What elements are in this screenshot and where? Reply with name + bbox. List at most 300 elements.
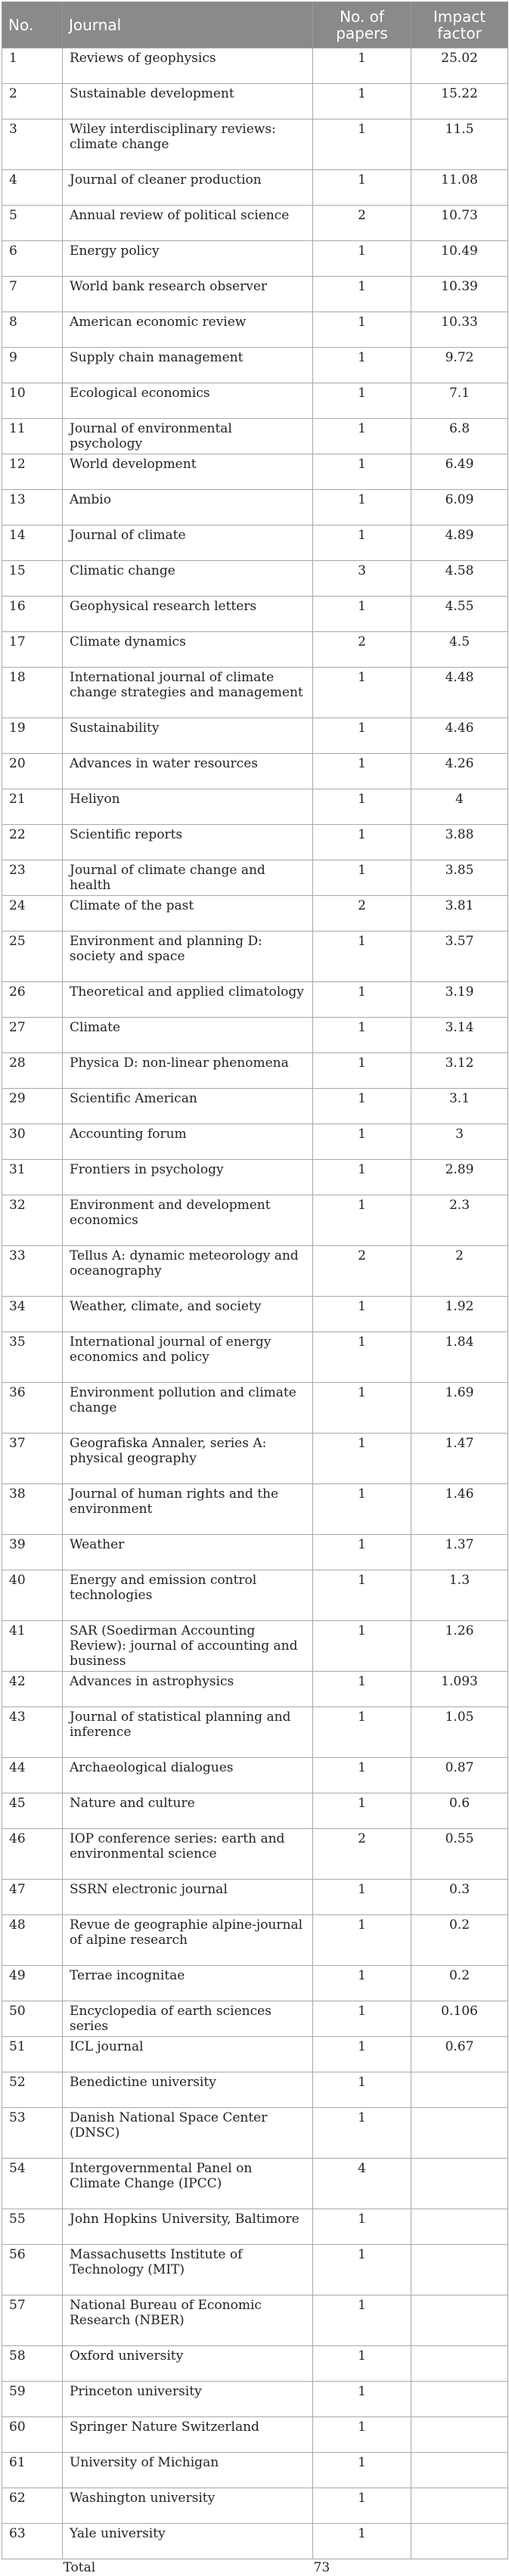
papers-count-cell: 1 xyxy=(313,789,411,825)
journal-name-cell: University of Michigan xyxy=(63,2453,313,2488)
papers-count-cell: 1 xyxy=(313,1053,411,1089)
table-row xyxy=(2,490,508,525)
journal-name-cell: World development xyxy=(63,454,313,490)
table-row xyxy=(2,2245,508,2295)
impact-factor-cell xyxy=(411,2346,508,2382)
row-number-cell: 7 xyxy=(2,277,63,312)
impact-factor-cell: 10.33 xyxy=(411,312,508,348)
journal-name-cell: Journal of cleaner production xyxy=(63,170,313,206)
table-row xyxy=(2,1332,508,1383)
table-row xyxy=(2,982,508,1018)
row-number-cell: 10 xyxy=(2,383,63,419)
journal-name-cell: Yale university xyxy=(63,2524,313,2559)
journal-name-cell: Energy and emission control technologies xyxy=(63,1570,313,1621)
journal-name-cell: Sustainability xyxy=(63,718,313,754)
journal-name-cell: Wiley interdisciplinary reviews: climate change xyxy=(63,119,313,170)
header-impact-factor: Impact factor xyxy=(411,2,508,48)
papers-count-cell: 2 xyxy=(313,1246,411,1297)
papers-count-cell: 1 xyxy=(313,383,411,419)
journal-name-cell: Oxford university xyxy=(63,2346,313,2382)
row-number-cell: 33 xyxy=(2,1246,63,1297)
total-papers: 73 xyxy=(313,2559,411,2576)
table-row xyxy=(2,1621,508,1672)
total-no-cell xyxy=(2,2559,63,2576)
papers-count-cell: 1 xyxy=(313,1195,411,1246)
table-row xyxy=(2,2346,508,2382)
impact-factor-cell xyxy=(411,2453,508,2488)
impact-factor-cell: 4.89 xyxy=(411,525,508,561)
row-number-cell: 29 xyxy=(2,1089,63,1124)
row-number-cell: 28 xyxy=(2,1053,63,1089)
row-number-cell: 37 xyxy=(2,1434,63,1484)
journal-name-cell: Tellus A: dynamic meteorology and oceanography xyxy=(63,1246,313,1297)
impact-factor-cell: 0.67 xyxy=(411,2037,508,2072)
journal-name-cell: Climate dynamics xyxy=(63,632,313,668)
impact-factor-cell: 1.69 xyxy=(411,1383,508,1434)
row-number-cell: 9 xyxy=(2,348,63,383)
table-row xyxy=(2,1053,508,1089)
journal-name-cell: Theoretical and applied climatology xyxy=(63,982,313,1018)
impact-factor-cell xyxy=(411,2295,508,2346)
impact-factor-cell: 4.48 xyxy=(411,668,508,718)
table-row xyxy=(2,383,508,419)
row-number-cell: 27 xyxy=(2,1018,63,1053)
impact-factor-cell: 4.58 xyxy=(411,561,508,597)
table-row xyxy=(2,1758,508,1793)
table-body xyxy=(2,48,508,2559)
row-number-cell: 3 xyxy=(2,119,63,170)
row-number-cell: 18 xyxy=(2,668,63,718)
papers-count-cell: 1 xyxy=(313,2245,411,2295)
papers-count-cell: 1 xyxy=(313,1915,411,1966)
journal-name-cell: International journal of climate change strategies and management xyxy=(63,668,313,718)
journal-name-cell: Princeton university xyxy=(63,2382,313,2417)
table-row xyxy=(2,1672,508,1707)
journal-name-cell: Journal of climate xyxy=(63,525,313,561)
row-number-cell: 38 xyxy=(2,1484,63,1535)
row-number-cell: 4 xyxy=(2,170,63,206)
impact-factor-cell xyxy=(411,2209,508,2245)
impact-factor-cell: 2 xyxy=(411,1246,508,1297)
papers-count-cell: 1 xyxy=(313,1880,411,1915)
papers-count-cell: 3 xyxy=(313,561,411,597)
papers-count-cell: 1 xyxy=(313,2295,411,2346)
papers-count-cell: 1 xyxy=(313,1570,411,1621)
impact-factor-cell: 3.88 xyxy=(411,825,508,860)
impact-factor-cell: 3.57 xyxy=(411,932,508,982)
journal-name-cell: Scientific reports xyxy=(63,825,313,860)
journal-table xyxy=(2,2,508,2576)
impact-factor-cell xyxy=(411,2245,508,2295)
header-papers: No. of papers xyxy=(313,2,411,48)
table-row xyxy=(2,170,508,206)
papers-count-cell: 1 xyxy=(313,2037,411,2072)
row-number-cell: 23 xyxy=(2,860,63,896)
impact-factor-cell: 7.1 xyxy=(411,383,508,419)
journal-name-cell: Scientific American xyxy=(63,1089,313,1124)
table-row xyxy=(2,932,508,982)
impact-factor-cell: 11.5 xyxy=(411,119,508,170)
row-number-cell: 62 xyxy=(2,2488,63,2524)
papers-count-cell: 1 xyxy=(313,1672,411,1707)
table-row xyxy=(2,419,508,454)
impact-factor-cell: 3.85 xyxy=(411,860,508,896)
row-number-cell: 63 xyxy=(2,2524,63,2559)
journal-name-cell: Springer Nature Switzerland xyxy=(63,2417,313,2453)
table-row xyxy=(2,1195,508,1246)
papers-count-cell: 1 xyxy=(313,1707,411,1758)
papers-count-cell: 1 xyxy=(313,2453,411,2488)
row-number-cell: 48 xyxy=(2,1915,63,1966)
table-row xyxy=(2,2417,508,2453)
row-number-cell: 31 xyxy=(2,1160,63,1195)
table-row xyxy=(2,2453,508,2488)
row-number-cell: 32 xyxy=(2,1195,63,1246)
impact-factor-cell: 1.46 xyxy=(411,1484,508,1535)
table-row xyxy=(2,84,508,119)
impact-factor-cell: 0.106 xyxy=(411,2001,508,2037)
papers-count-cell: 1 xyxy=(313,718,411,754)
row-number-cell: 2 xyxy=(2,84,63,119)
impact-factor-cell xyxy=(411,2072,508,2108)
papers-count-cell: 1 xyxy=(313,454,411,490)
papers-count-cell: 1 xyxy=(313,932,411,982)
journal-name-cell: Reviews of geophysics xyxy=(63,48,313,84)
impact-factor-cell: 1.26 xyxy=(411,1621,508,1672)
journal-name-cell: Ecological economics xyxy=(63,383,313,419)
journal-name-cell: Massachusetts Institute of Technology (MIT) xyxy=(63,2245,313,2295)
journal-name-cell: Heliyon xyxy=(63,789,313,825)
table-row xyxy=(2,2037,508,2072)
row-number-cell: 11 xyxy=(2,419,63,454)
row-number-cell: 20 xyxy=(2,754,63,789)
papers-count-cell: 1 xyxy=(313,2108,411,2159)
table-row xyxy=(2,2524,508,2559)
papers-count-cell: 1 xyxy=(313,241,411,277)
journal-table-container xyxy=(2,2,507,2576)
table-row xyxy=(2,1124,508,1160)
impact-factor-cell xyxy=(411,2159,508,2209)
papers-count-cell: 1 xyxy=(313,1621,411,1672)
impact-factor-cell: 0.55 xyxy=(411,1829,508,1880)
papers-count-cell: 2 xyxy=(313,206,411,241)
journal-name-cell: Journal of statistical planning and inference xyxy=(63,1707,313,1758)
table-row xyxy=(2,1535,508,1570)
table-row xyxy=(2,348,508,383)
impact-factor-cell: 3.19 xyxy=(411,982,508,1018)
papers-count-cell: 1 xyxy=(313,2417,411,2453)
row-number-cell: 42 xyxy=(2,1672,63,1707)
row-number-cell: 8 xyxy=(2,312,63,348)
row-number-cell: 58 xyxy=(2,2346,63,2382)
journal-name-cell: Intergovernmental Panel on Climate Change (IPCC) xyxy=(63,2159,313,2209)
impact-factor-cell: 0.2 xyxy=(411,1966,508,2001)
impact-factor-cell: 4 xyxy=(411,789,508,825)
papers-count-cell: 1 xyxy=(313,348,411,383)
impact-factor-cell: 1.47 xyxy=(411,1434,508,1484)
impact-factor-cell: 2.3 xyxy=(411,1195,508,1246)
table-row xyxy=(2,48,508,84)
journal-name-cell: Advances in astrophysics xyxy=(63,1672,313,1707)
table-row xyxy=(2,1707,508,1758)
table-row xyxy=(2,754,508,789)
journal-name-cell: Accounting forum xyxy=(63,1124,313,1160)
papers-count-cell: 1 xyxy=(313,1332,411,1383)
table-row xyxy=(2,277,508,312)
papers-count-cell: 1 xyxy=(313,1297,411,1332)
papers-count-cell: 1 xyxy=(313,1966,411,2001)
impact-factor-cell: 0.87 xyxy=(411,1758,508,1793)
table-row xyxy=(2,312,508,348)
impact-factor-cell: 3.81 xyxy=(411,896,508,932)
row-number-cell: 5 xyxy=(2,206,63,241)
journal-name-cell: Journal of environmental psychology xyxy=(63,419,313,454)
impact-factor-cell: 6.8 xyxy=(411,419,508,454)
table-footer xyxy=(2,2559,508,2576)
row-number-cell: 60 xyxy=(2,2417,63,2453)
journal-name-cell: Climate xyxy=(63,1018,313,1053)
papers-count-cell: 1 xyxy=(313,1535,411,1570)
total-label: Total xyxy=(63,2559,313,2576)
row-number-cell: 6 xyxy=(2,241,63,277)
row-number-cell: 19 xyxy=(2,718,63,754)
journal-name-cell: ICL journal xyxy=(63,2037,313,2072)
impact-factor-cell: 1.05 xyxy=(411,1707,508,1758)
table-row xyxy=(2,1793,508,1829)
impact-factor-cell: 4.46 xyxy=(411,718,508,754)
impact-factor-cell: 3 xyxy=(411,1124,508,1160)
journal-name-cell: Geophysical research letters xyxy=(63,597,313,632)
row-number-cell: 35 xyxy=(2,1332,63,1383)
impact-factor-cell: 2.89 xyxy=(411,1160,508,1195)
table-row xyxy=(2,241,508,277)
journal-name-cell: Environment pollution and climate change xyxy=(63,1383,313,1434)
papers-count-cell: 1 xyxy=(313,2346,411,2382)
row-number-cell: 57 xyxy=(2,2295,63,2346)
impact-factor-cell: 25.02 xyxy=(411,48,508,84)
papers-count-cell: 4 xyxy=(313,2159,411,2209)
header-journal: Journal xyxy=(63,2,313,48)
row-number-cell: 30 xyxy=(2,1124,63,1160)
papers-count-cell: 2 xyxy=(313,896,411,932)
papers-count-cell: 1 xyxy=(313,2382,411,2417)
row-number-cell: 15 xyxy=(2,561,63,597)
papers-count-cell: 1 xyxy=(313,170,411,206)
row-number-cell: 47 xyxy=(2,1880,63,1915)
row-number-cell: 51 xyxy=(2,2037,63,2072)
journal-name-cell: IOP conference series: earth and environmental science xyxy=(63,1829,313,1880)
table-row xyxy=(2,2209,508,2245)
table-row xyxy=(2,597,508,632)
impact-factor-cell: 11.08 xyxy=(411,170,508,206)
journal-name-cell: Archaeological dialogues xyxy=(63,1758,313,1793)
papers-count-cell: 1 xyxy=(313,1018,411,1053)
row-number-cell: 61 xyxy=(2,2453,63,2488)
papers-count-cell: 1 xyxy=(313,2524,411,2559)
row-number-cell: 59 xyxy=(2,2382,63,2417)
journal-name-cell: Environment and planning D: society and space xyxy=(63,932,313,982)
table-row xyxy=(2,1966,508,2001)
journal-name-cell: Revue de geographie alpine-journal of alpine research xyxy=(63,1915,313,1966)
journal-name-cell: Danish National Space Center (DNSC) xyxy=(63,2108,313,2159)
row-number-cell: 39 xyxy=(2,1535,63,1570)
row-number-cell: 36 xyxy=(2,1383,63,1434)
papers-count-cell: 1 xyxy=(313,1484,411,1535)
table-row xyxy=(2,561,508,597)
papers-count-cell: 1 xyxy=(313,1124,411,1160)
impact-factor-cell: 1.093 xyxy=(411,1672,508,1707)
impact-factor-cell: 6.09 xyxy=(411,490,508,525)
journal-name-cell: Physica D: non-linear phenomena xyxy=(63,1053,313,1089)
table-row xyxy=(2,2072,508,2108)
papers-count-cell: 1 xyxy=(313,1089,411,1124)
impact-factor-cell: 15.22 xyxy=(411,84,508,119)
impact-factor-cell: 0.6 xyxy=(411,1793,508,1829)
table-row xyxy=(2,1160,508,1195)
journal-name-cell: Encyclopedia of earth sciences series xyxy=(63,2001,313,2037)
papers-count-cell: 1 xyxy=(313,2072,411,2108)
impact-factor-cell xyxy=(411,2524,508,2559)
journal-name-cell: Geografiska Annaler, series A: physical geography xyxy=(63,1434,313,1484)
impact-factor-cell: 9.72 xyxy=(411,348,508,383)
table-row xyxy=(2,860,508,896)
table-row xyxy=(2,789,508,825)
table-row xyxy=(2,1570,508,1621)
papers-count-cell: 1 xyxy=(313,84,411,119)
total-impact-cell xyxy=(411,2559,508,2576)
journal-name-cell: Weather xyxy=(63,1535,313,1570)
papers-count-cell: 1 xyxy=(313,597,411,632)
papers-count-cell: 2 xyxy=(313,1829,411,1880)
row-number-cell: 34 xyxy=(2,1297,63,1332)
row-number-cell: 13 xyxy=(2,490,63,525)
papers-count-cell: 1 xyxy=(313,490,411,525)
impact-factor-cell: 3.14 xyxy=(411,1018,508,1053)
papers-count-cell: 1 xyxy=(313,1793,411,1829)
row-number-cell: 21 xyxy=(2,789,63,825)
row-number-cell: 41 xyxy=(2,1621,63,1672)
row-number-cell: 55 xyxy=(2,2209,63,2245)
table-row xyxy=(2,1246,508,1297)
table-row xyxy=(2,1915,508,1966)
impact-factor-cell xyxy=(411,2382,508,2417)
row-number-cell: 54 xyxy=(2,2159,63,2209)
journal-name-cell: Supply chain management xyxy=(63,348,313,383)
row-number-cell: 17 xyxy=(2,632,63,668)
journal-name-cell: Journal of climate change and health xyxy=(63,860,313,896)
table-row xyxy=(2,1880,508,1915)
papers-count-cell: 1 xyxy=(313,525,411,561)
table-row xyxy=(2,2159,508,2209)
journal-name-cell: SAR (Soedirman Accounting Review): journal of accounting and business xyxy=(63,1621,313,1672)
journal-name-cell: American economic review xyxy=(63,312,313,348)
table-row xyxy=(2,896,508,932)
table-row xyxy=(2,1297,508,1332)
table-row xyxy=(2,2295,508,2346)
impact-factor-cell xyxy=(411,2108,508,2159)
journal-name-cell: Sustainable development xyxy=(63,84,313,119)
row-number-cell: 14 xyxy=(2,525,63,561)
papers-count-cell: 1 xyxy=(313,419,411,454)
row-number-cell: 24 xyxy=(2,896,63,932)
papers-count-cell: 1 xyxy=(313,2209,411,2245)
journal-name-cell: John Hopkins University, Baltimore xyxy=(63,2209,313,2245)
papers-count-cell: 1 xyxy=(313,860,411,896)
journal-name-cell: Energy policy xyxy=(63,241,313,277)
impact-factor-cell: 10.39 xyxy=(411,277,508,312)
impact-factor-cell: 3.12 xyxy=(411,1053,508,1089)
table-header xyxy=(2,2,508,48)
journal-name-cell: Frontiers in psychology xyxy=(63,1160,313,1195)
journal-name-cell: Environment and development economics xyxy=(63,1195,313,1246)
journal-name-cell: World bank research observer xyxy=(63,277,313,312)
table-row xyxy=(2,119,508,170)
table-row xyxy=(2,2488,508,2524)
impact-factor-cell: 4.5 xyxy=(411,632,508,668)
table-row xyxy=(2,1089,508,1124)
row-number-cell: 53 xyxy=(2,2108,63,2159)
row-number-cell: 50 xyxy=(2,2001,63,2037)
journal-name-cell: International journal of energy economics and policy xyxy=(63,1332,313,1383)
journal-name-cell: Climate of the past xyxy=(63,896,313,932)
table-row xyxy=(2,206,508,241)
table-row xyxy=(2,525,508,561)
journal-name-cell: National Bureau of Economic Research (NBER) xyxy=(63,2295,313,2346)
impact-factor-cell: 1.84 xyxy=(411,1332,508,1383)
table-row xyxy=(2,825,508,860)
row-number-cell: 44 xyxy=(2,1758,63,1793)
impact-factor-cell xyxy=(411,2488,508,2524)
papers-count-cell: 1 xyxy=(313,1383,411,1434)
impact-factor-cell: 10.49 xyxy=(411,241,508,277)
table-row xyxy=(2,2001,508,2037)
impact-factor-cell: 0.2 xyxy=(411,1915,508,1966)
papers-count-cell: 1 xyxy=(313,48,411,84)
total-row xyxy=(2,2559,508,2576)
table-row xyxy=(2,1484,508,1535)
papers-count-cell: 1 xyxy=(313,825,411,860)
header-row xyxy=(2,2,508,48)
impact-factor-cell: 1.3 xyxy=(411,1570,508,1621)
row-number-cell: 46 xyxy=(2,1829,63,1880)
papers-count-cell: 1 xyxy=(313,1434,411,1484)
row-number-cell: 40 xyxy=(2,1570,63,1621)
table-row xyxy=(2,2108,508,2159)
table-row xyxy=(2,1434,508,1484)
impact-factor-cell: 10.73 xyxy=(411,206,508,241)
impact-factor-cell: 1.37 xyxy=(411,1535,508,1570)
papers-count-cell: 1 xyxy=(313,1160,411,1195)
impact-factor-cell: 6.49 xyxy=(411,454,508,490)
impact-factor-cell: 4.26 xyxy=(411,754,508,789)
table-row xyxy=(2,718,508,754)
papers-count-cell: 1 xyxy=(313,2488,411,2524)
impact-factor-cell xyxy=(411,2417,508,2453)
table-row xyxy=(2,2382,508,2417)
table-row xyxy=(2,454,508,490)
row-number-cell: 26 xyxy=(2,982,63,1018)
papers-count-cell: 1 xyxy=(313,1758,411,1793)
row-number-cell: 49 xyxy=(2,1966,63,2001)
table-row xyxy=(2,1018,508,1053)
papers-count-cell: 2 xyxy=(313,632,411,668)
journal-name-cell: Climatic change xyxy=(63,561,313,597)
journal-name-cell: Benedictine university xyxy=(63,2072,313,2108)
impact-factor-cell: 1.92 xyxy=(411,1297,508,1332)
header-no: No. xyxy=(2,2,63,48)
journal-name-cell: Ambio xyxy=(63,490,313,525)
papers-count-cell: 1 xyxy=(313,982,411,1018)
